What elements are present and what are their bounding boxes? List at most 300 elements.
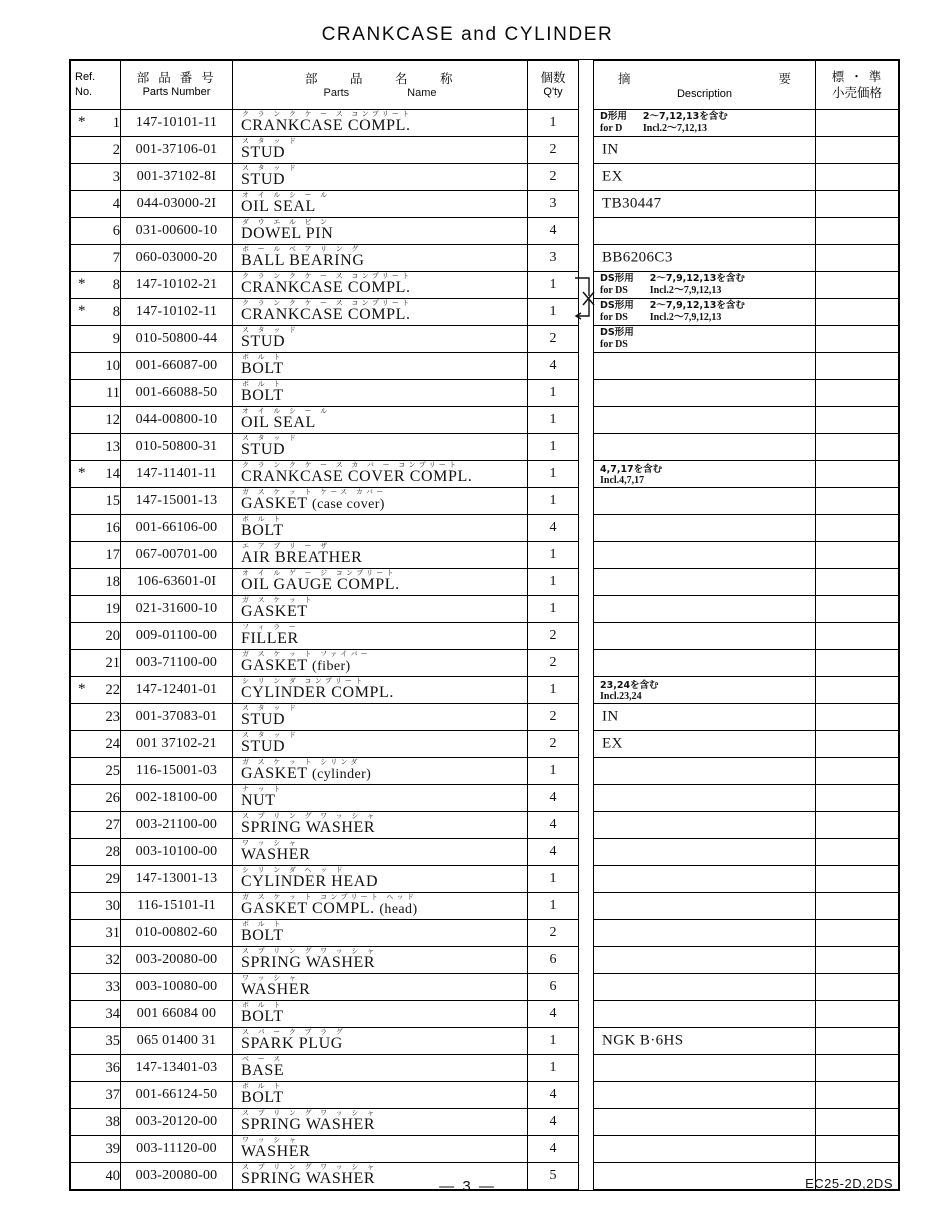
cell-price [816,407,899,434]
parts-name-kana: ボ ル ト [242,515,284,523]
cell-parts-number: 003-11120-00 [121,1136,233,1163]
cell-quantity: 1 [528,488,579,515]
cell-description [594,515,816,542]
cell-parts-name [233,569,528,596]
cell-description [594,1001,816,1028]
cell-price [816,785,899,812]
cell-parts-number: 003-10080-00 [121,974,233,1001]
cell-price [816,353,899,380]
cell-parts-number: 001-37102-8I [121,164,233,191]
cell-ref-no [71,380,121,407]
cell-price [816,1028,899,1055]
table-row [71,650,899,677]
parts-name-kana: オ イ ル シ ー ル [242,407,331,415]
cell-quantity: 4 [528,839,579,866]
header-price [816,61,899,110]
parts-name-english: BALL BEARING [241,252,365,270]
cell-quantity: 1 [528,299,579,326]
cell-description [594,704,816,731]
cell-price [816,515,899,542]
table-row [71,110,899,137]
parts-name-kana: ボ ル ト [242,1001,284,1009]
cell-ref-no [71,1055,121,1082]
description-text: TB30447 [602,195,662,212]
parts-name-kana: ボ ル ト [242,1082,284,1090]
cell-ref-no [71,191,121,218]
cell-parts-number: 001-66087-00 [121,353,233,380]
header-desc-jp-right: 要 [778,70,791,86]
cell-ref-no [71,353,121,380]
cell-price [816,893,899,920]
cell-ref-no [71,704,121,731]
cell-quantity: 3 [528,245,579,272]
cell-description [594,974,816,1001]
cell-description [594,461,816,488]
cell-parts-number: 044-03000-2I [121,191,233,218]
cell-price [816,812,899,839]
column-gap-spacer [579,866,594,893]
table-row [71,218,899,245]
cell-parts-name [233,623,528,650]
parts-table [70,60,899,1190]
cell-description [594,434,816,461]
cell-description [594,650,816,677]
description-bilingual [600,301,745,323]
cell-price [816,299,899,326]
description-includes [600,464,662,487]
description-includes-en: Incl.2～7,9,12,13 [649,311,722,323]
cell-parts-number: 009-01100-00 [121,623,233,650]
cell-ref-no [71,947,121,974]
cell-quantity: 1 [528,407,579,434]
parts-name-kana: ス プ リ ン グ ワ ッ シ ャ [242,1163,378,1171]
cell-ref-no [71,218,121,245]
ref-no-value: 8 [112,303,120,320]
asterisk-icon: * [78,681,86,698]
cell-description [594,785,816,812]
column-gap-spacer [579,380,594,407]
cell-price [816,191,899,218]
parts-name-kana: ク ラ ン ク ケ ー ス コンプリート [242,272,413,280]
parts-name-kana: ワ ッ シ ャ [242,839,300,847]
table-row [71,839,899,866]
cell-quantity: 2 [528,164,579,191]
cell-price [816,1136,899,1163]
cell-description [594,110,816,137]
cell-parts-name [233,407,528,434]
column-gap-spacer [579,407,594,434]
ref-no-value: 28 [105,843,120,860]
column-gap-spacer [579,812,594,839]
table-row [71,515,899,542]
parts-name-english: SPARK PLUG [241,1035,343,1053]
parts-name-kana: ガ ス ケ ッ ト ケース カバー [242,488,387,496]
cell-parts-number: 147-12401-01 [121,677,233,704]
cell-quantity: 2 [528,326,579,353]
cell-price [816,326,899,353]
cell-quantity: 1 [528,1055,579,1082]
table-row [71,731,899,758]
cell-price [816,731,899,758]
cell-price [816,947,899,974]
parts-name-english: STUD [241,171,286,189]
ref-no-value: 19 [105,600,120,617]
header-no-label: No. [75,86,93,98]
description-includes-en: Incl.4,7,17 [600,475,645,487]
cell-quantity: 1 [528,569,579,596]
cell-parts-name [233,434,528,461]
parts-name-english: BOLT [241,1008,284,1026]
ref-no-value: 17 [105,546,120,563]
ref-no-value: 36 [105,1059,120,1076]
cell-description [594,677,816,704]
cell-parts-number: 067-00701-00 [121,542,233,569]
cell-description [594,1109,816,1136]
cell-parts-name [233,947,528,974]
ref-no-value: 15 [105,492,120,509]
parts-name-english: SPRING WASHER [241,1116,376,1134]
cell-ref-no [71,542,121,569]
ref-no-value: 4 [112,195,120,212]
cell-parts-number: 001-66106-00 [121,515,233,542]
parts-name-english: CYLINDER HEAD [241,873,379,891]
description-text: IN [602,141,619,158]
header-name-label: Name [407,86,437,99]
description-text: NGK B·6HS [602,1032,684,1049]
parts-name-kana: ス タ ッ ド [242,731,300,739]
description-includes-col [650,274,745,296]
header-parts-number [121,61,233,110]
description-bilingual [600,112,728,134]
header-qty-en: Q'ty [543,86,563,99]
table-row [71,893,899,920]
parts-name-english: WASHER [241,981,311,999]
table-row [71,326,899,353]
cell-parts-name [233,218,528,245]
parts-name-kana: ワ ッ シ ャ [242,1136,300,1144]
description-includes-jp: 2～7,9,12,13を含む [649,273,745,284]
header-price-sub-jp: 小売価格 [831,85,882,100]
header-ref-label: Ref. [75,71,96,84]
description-includes-col [650,301,745,323]
parts-name-english: BOLT [241,387,284,405]
column-gap-spacer [579,299,594,326]
cell-parts-number: 116-15001-03 [121,758,233,785]
description-model-jp: DS形用 [600,273,634,284]
cell-ref-no [71,137,121,164]
column-gap-spacer [579,704,594,731]
cell-parts-name [233,326,528,353]
description-includes-en: Incl.2～7,9,12,13 [649,284,722,296]
header-description-en: Description [676,87,733,100]
cell-ref-no [71,461,121,488]
description-includes-en: Incl.23,24 [600,691,642,703]
cell-parts-number: 001-66088-50 [121,380,233,407]
cell-parts-name [233,299,528,326]
cell-description [594,407,816,434]
header-parts-name-jp: 部 品 名 称 [304,71,455,87]
description-text: EX [602,735,623,752]
cell-parts-number: 003-20080-00 [121,947,233,974]
parts-name-kana: ス プ リ ン グ ワ ッ シ ャ [242,947,378,955]
cell-description [594,920,816,947]
cell-parts-number: 001 66084 00 [121,1001,233,1028]
table-row [71,245,899,272]
table-row [71,704,899,731]
cell-description [594,623,816,650]
parts-name-english: OIL GAUGE COMPL. [241,576,400,594]
column-gap-spacer [579,839,594,866]
cell-price [816,569,899,596]
table-row [71,272,899,299]
cell-description [594,893,816,920]
parts-name-english: WASHER [241,1143,311,1161]
column-gap-spacer [579,245,594,272]
ref-no-value: 26 [105,789,120,806]
column-gap-spacer [579,1001,594,1028]
cell-parts-number: 147-11401-11 [121,461,233,488]
parts-name-english: BOLT [241,360,284,378]
description-includes-jp: 23,24を含む [600,680,659,691]
cell-description [594,758,816,785]
table-row [71,353,899,380]
cell-parts-number: 001-37106-01 [121,137,233,164]
table-row [71,542,899,569]
column-gap-spacer [579,920,594,947]
cell-parts-number: 001-66124-50 [121,1082,233,1109]
cell-description [594,488,816,515]
description-model-en: for DS [600,311,628,323]
description-bilingual [600,274,745,296]
cell-parts-name [233,893,528,920]
header-parts-number-jp: 部 品 番 号 [136,69,217,85]
column-gap-spacer [579,650,594,677]
cell-price [816,677,899,704]
parts-name-kana: ス タ ッ ド [242,164,300,172]
column-gap-spacer [579,731,594,758]
cell-parts-number: 010-50800-31 [121,434,233,461]
cell-ref-no [71,110,121,137]
cell-quantity: 1 [528,866,579,893]
cell-price [816,488,899,515]
cell-parts-number: 001-37083-01 [121,704,233,731]
cell-description [594,164,816,191]
parts-name-kana: ク ラ ン ク ケ ー ス コンプリート [242,110,413,118]
cell-description [594,1055,816,1082]
column-gap-spacer [579,1055,594,1082]
parts-name-english: GASKET (cylinder) [241,765,372,783]
cell-ref-no [71,1136,121,1163]
parts-name-english: BOLT [241,1089,284,1107]
cell-parts-name [233,974,528,1001]
cell-ref-no [71,515,121,542]
cell-ref-no [71,839,121,866]
cell-quantity: 4 [528,785,579,812]
ref-no-value: 8 [112,276,120,293]
cell-ref-no [71,866,121,893]
parts-name-kana: ク ラ ン ク ケ ー ス コンプリート [242,299,413,307]
parts-name-english: STUD [241,738,286,756]
ref-no-value: 40 [105,1167,120,1184]
cell-quantity: 1 [528,677,579,704]
cell-quantity: 4 [528,1109,579,1136]
table-row [71,434,899,461]
ref-no-value: 12 [105,411,120,428]
cell-parts-name [233,164,528,191]
cell-description [594,1136,816,1163]
table-row [71,866,899,893]
cell-quantity: 4 [528,812,579,839]
cell-price [816,974,899,1001]
cell-quantity: 3 [528,191,579,218]
cell-description [594,353,816,380]
parts-name-kana: ス タ ッ ド [242,137,300,145]
cell-ref-no [71,974,121,1001]
parts-name-kana: ク ラ ン ク ケ ー ス カ バ ー コンプリート [242,461,460,469]
cell-parts-name [233,110,528,137]
cell-parts-name [233,650,528,677]
description-bilingual [600,328,650,350]
cell-quantity: 4 [528,1082,579,1109]
parts-name-kana: ス タ ッ ド [242,704,300,712]
column-gap-spacer [579,191,594,218]
cell-ref-no [71,677,121,704]
cell-description [594,380,816,407]
parts-name-kana: フ ィ ラ ー [242,623,300,631]
cell-price [816,758,899,785]
column-gap-spacer [579,1028,594,1055]
parts-name-english: STUD [241,144,286,162]
cell-quantity: 1 [528,461,579,488]
cell-ref-no [71,1028,121,1055]
ref-no-value: 32 [105,951,120,968]
cell-ref-no [71,1109,121,1136]
ref-no-value: 3 [112,168,120,185]
cell-quantity: 2 [528,920,579,947]
cell-price [816,1082,899,1109]
parts-table-container [70,60,898,1190]
column-gap-spacer [579,785,594,812]
cell-parts-name [233,137,528,164]
table-row [71,758,899,785]
parts-name-kana: ナ ッ ト [242,785,284,793]
column-gap-spacer [579,515,594,542]
cell-description [594,1028,816,1055]
cell-parts-number: 003-10100-00 [121,839,233,866]
header-parts-label: Parts [323,86,350,99]
cell-parts-name [233,542,528,569]
column-gap-spacer [579,1082,594,1109]
cell-parts-name [233,488,528,515]
table-row [71,1136,899,1163]
cell-price [816,218,899,245]
header-ref-no [71,61,121,110]
ref-no-value: 2 [112,141,120,158]
parts-name-english: DOWEL PIN [241,225,334,243]
header-parts-number-en: Parts Number [142,86,211,99]
cell-description [594,731,816,758]
header-parts-name [233,61,528,110]
cell-quantity: 2 [528,650,579,677]
description-model-en: for DS [600,338,628,350]
column-gap-spacer [579,353,594,380]
header-description-jp [594,69,815,87]
column-gap-spacer [579,677,594,704]
cell-ref-no [71,569,121,596]
ref-no-value: 33 [105,978,120,995]
cell-parts-number: 147-13001-13 [121,866,233,893]
ref-no-value: 7 [112,249,120,266]
parts-name-kana: ベ ー ス [242,1055,284,1063]
column-gap-spacer [579,947,594,974]
parts-name-english: CRANKCASE COMPL. [241,117,411,135]
table-row [71,569,899,596]
cell-parts-name [233,596,528,623]
cell-description [594,866,816,893]
cell-ref-no [71,785,121,812]
cell-parts-number: 031-00600-10 [121,218,233,245]
cell-ref-no [71,731,121,758]
parts-name-kana: ダ ウ エ ル ピ ン [242,218,331,226]
cell-price [816,650,899,677]
table-row [71,1055,899,1082]
cell-parts-name [233,1109,528,1136]
ref-no-value: 11 [106,384,120,401]
parts-name-english: OIL SEAL [241,414,316,432]
cell-price [816,596,899,623]
cell-ref-no [71,164,121,191]
ref-no-value: 20 [105,627,120,644]
description-model-en: for D [600,122,623,134]
cell-description [594,191,816,218]
description-model-col [600,328,634,350]
parts-name-kana: ボ ル ト [242,920,284,928]
cell-parts-name [233,353,528,380]
table-row [71,920,899,947]
cell-parts-number: 106-63601-0I [121,569,233,596]
cell-parts-number: 060-03000-20 [121,245,233,272]
column-gap-spacer [579,542,594,569]
ref-no-value: 6 [112,222,120,239]
cell-quantity: 1 [528,893,579,920]
parts-name-english: CYLINDER COMPL. [241,684,395,702]
ref-no-value: 21 [105,654,120,671]
cell-price [816,110,899,137]
column-gap-spacer [579,488,594,515]
parts-name-english: BOLT [241,522,284,540]
table-row [71,191,899,218]
cell-price [816,461,899,488]
cell-price [816,272,899,299]
parts-name-english: STUD [241,333,286,351]
cell-parts-number: 044-00800-10 [121,407,233,434]
cell-ref-no [71,920,121,947]
cell-parts-name [233,920,528,947]
parts-name-english: CRANKCASE COMPL. [241,279,411,297]
cell-price [816,164,899,191]
cell-ref-no [71,623,121,650]
cell-quantity: 1 [528,758,579,785]
cell-parts-number: 065 01400 31 [121,1028,233,1055]
asterisk-icon: * [78,303,86,320]
parts-name-kana: ボ ー ル ベ ア リ ン グ [242,245,362,253]
parts-name-english: CRANKCASE COMPL. [241,306,411,324]
description-includes [600,680,659,703]
cell-parts-name [233,677,528,704]
table-row [71,785,899,812]
cell-quantity: 5 [528,1163,579,1190]
cell-description [594,947,816,974]
